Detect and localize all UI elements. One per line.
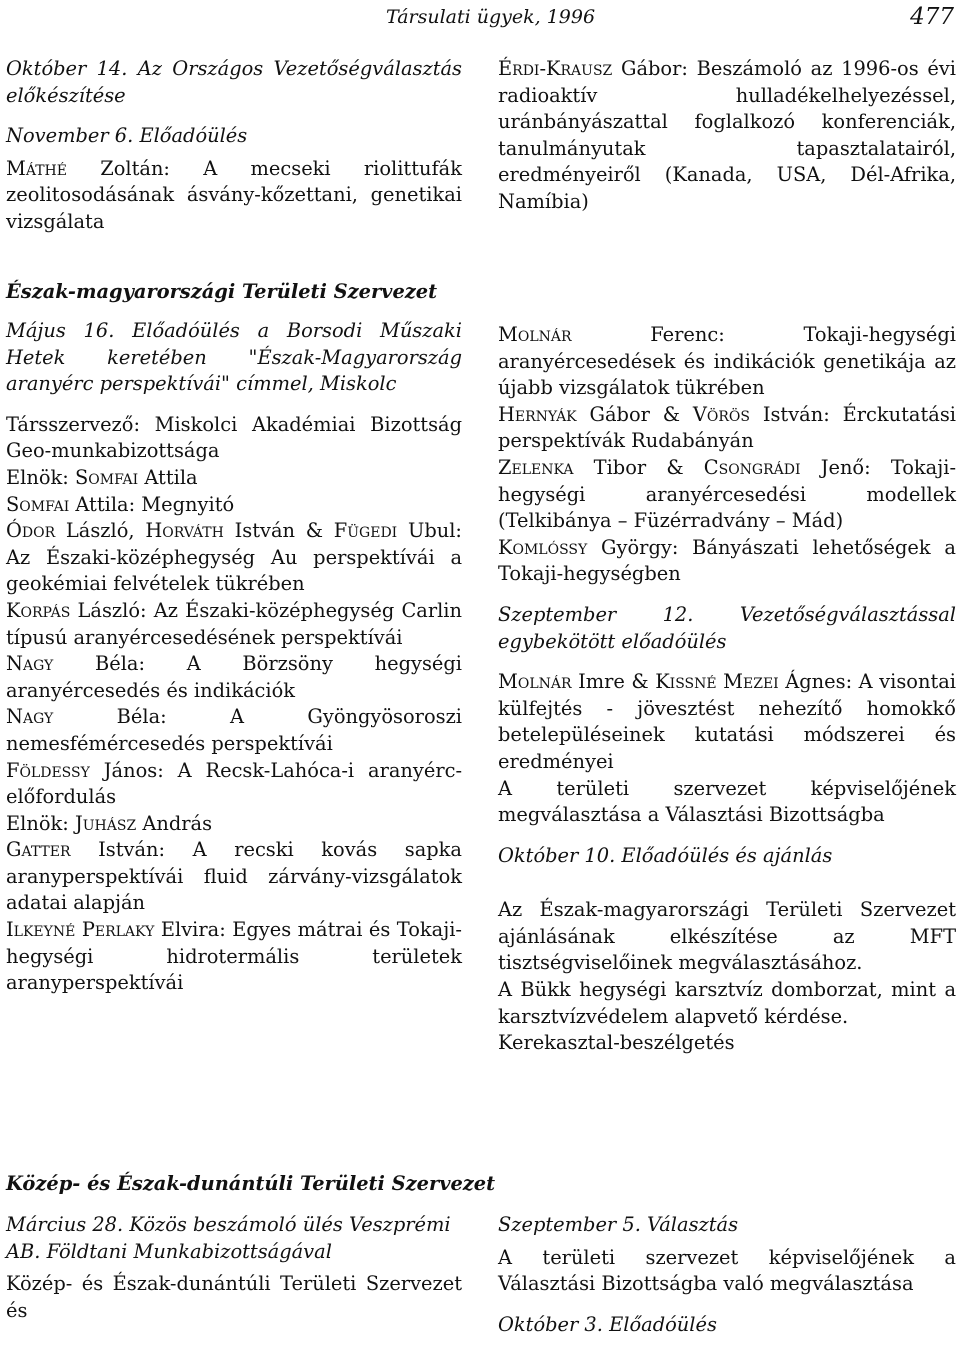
joint-meeting-text: Közép- és Észak-dunántúli Területi Szervezet és [6,1272,462,1322]
talk-molnar-2: Molnár Imre & Kissné Mezei Ágnes: A visontai külfejtés - jövesztést nehezítő homokkő betelepüléseinek kutatási módszerei és eredményei [498,670,956,773]
election-item-1: A területi szervezet képviselőjének megválasztása a Választási Bizottságba [498,776,956,827]
talk-somfai: Somfai Attila: Megnyitó [6,492,235,516]
talk-nagy-2: Nagy Béla: A Gyöngyösoroszi nemesfémércesedés perspektívái [6,705,462,755]
page-header [0,4,960,34]
talk-molnar-1: Molnár Ferenc: Tokaji-hegységi aranyércesedések és indikációk genetikája az újabb vizsgálatok tükrében [498,323,956,400]
talk-odor: Ódor László, Horváth István & Fügedi Ubul: Az Északi-középhegység Au perspektívái a geokémiai felvételek tükrében [6,519,462,596]
right-column-bottom [498,1212,956,1338]
event-nov6: November 6. Előadóülés [6,124,248,148]
event-sep5: Szeptember 5. Választás [498,1213,739,1236]
talk-mathe [6,156,462,236]
right-column [498,56,956,216]
election-item-2: A területi szervezet képviselőjének a Választási Bizottságba való megválasztása [498,1245,956,1296]
author-name: Máthé [6,156,67,180]
page-number: 477 [910,4,954,30]
talk-gatter: Gatter István: A recski kovás sapka aranyperspektívái fluid zárvány-vizsgálatok adatai alapján [6,838,462,915]
talk-bukk: A Bükk hegységi karsztvíz domborzat, mint a karsztvízvédelem alapvető kérdése. [498,978,956,1028]
event-oct14: Október 14. Az Országos Vezetőségválasztás előkészítése [6,57,462,107]
chair-2: Elnök: Juhász András [6,811,213,835]
talk-text: Zoltán: A mecseki riolittufák zeolitosodásának ásvány-kőzettani, genetikai vizsgálata [6,156,462,233]
talk-nagy-1: Nagy Béla: A Börzsöny hegységi aranyércesedés és indikációk [6,652,462,702]
roundtable-item: Kerekasztal-beszélgetés [498,1031,735,1055]
event-sep12: Szeptember 12. Vezetőségválasztással egybekötött előadóülés [498,602,956,653]
event-oct3: Október 3. Előadóülés [498,1312,717,1336]
talk-ilkeyne: Ilkeyné Perlaky Elvira: Egyes mátrai és Tokaji-hegységi hidrotermális területek aranyperspektívái [6,918,462,995]
talk-foldessy: Földessy János: A Recsk-Lahóca-i aranyérc-előfordulás [6,758,462,809]
event-mar28: Március 28. Közös beszámoló ülés Veszprémi AB. Földtani Munkabizottságával [6,1213,451,1263]
talk-komlossy: Komlóssy György: Bányászati lehetőségek a Tokaji-hegységben [498,535,956,586]
talk-zelenka: Zelenka Tibor & Csongrádi Jenő: Tokaji-hegységi aranyércesedési modellek (Telkibánya – Füzérradvány – Mád) [498,455,956,533]
section-heading-kozep: Közép- és Észak-dunántúli Területi Szervezet [6,1172,496,1195]
left-column-program [6,318,462,997]
recommendation-item: Az Észak-magyarországi Területi Szervezet ajánlásának elkészítése az MFT tisztségviselőinek megválasztásához. [498,898,956,975]
running-head: Társulati ügyek, 1996 [386,6,596,28]
section-heading-eszak: Észak-magyarországi Területi Szervezet [6,280,438,303]
right-column-program [498,322,956,1057]
talk-erdi: Érdi-Krausz Gábor: Beszámoló az 1996-os évi radioaktív hulladékelhelyezéssel, uránbányászattal foglalkozó konferenciák, tanulmányutak tapasztalatairól, eredményeiről (Kanada, USA, Dél-Afrika, Namíbia) [498,57,956,213]
event-oct10: Október 10. Előadóülés és ajánlás [498,843,833,867]
left-column [6,56,462,236]
event-may16: Május 16. Előadóülés a Borsodi Műszaki Hetek keretében "Észak-Magyarország aranyérc perspektívái" címmel, Miskolc [6,319,462,396]
co-organizer: Társszervező: Miskolci Akadémiai Bizottság Geo-munkabizottsága [6,412,462,463]
left-column-bottom [6,1212,462,1324]
talk-hernyak: Hernyák Gábor & Vörös István: Érckutatási perspektívák Rudabányán [498,402,956,453]
talk-korpas: Korpás László: Az Északi-középhegység Carlin típusú aranyércesedésének perspektívái [6,598,462,649]
chair-1: Elnök: Somfai Attila [6,465,198,489]
